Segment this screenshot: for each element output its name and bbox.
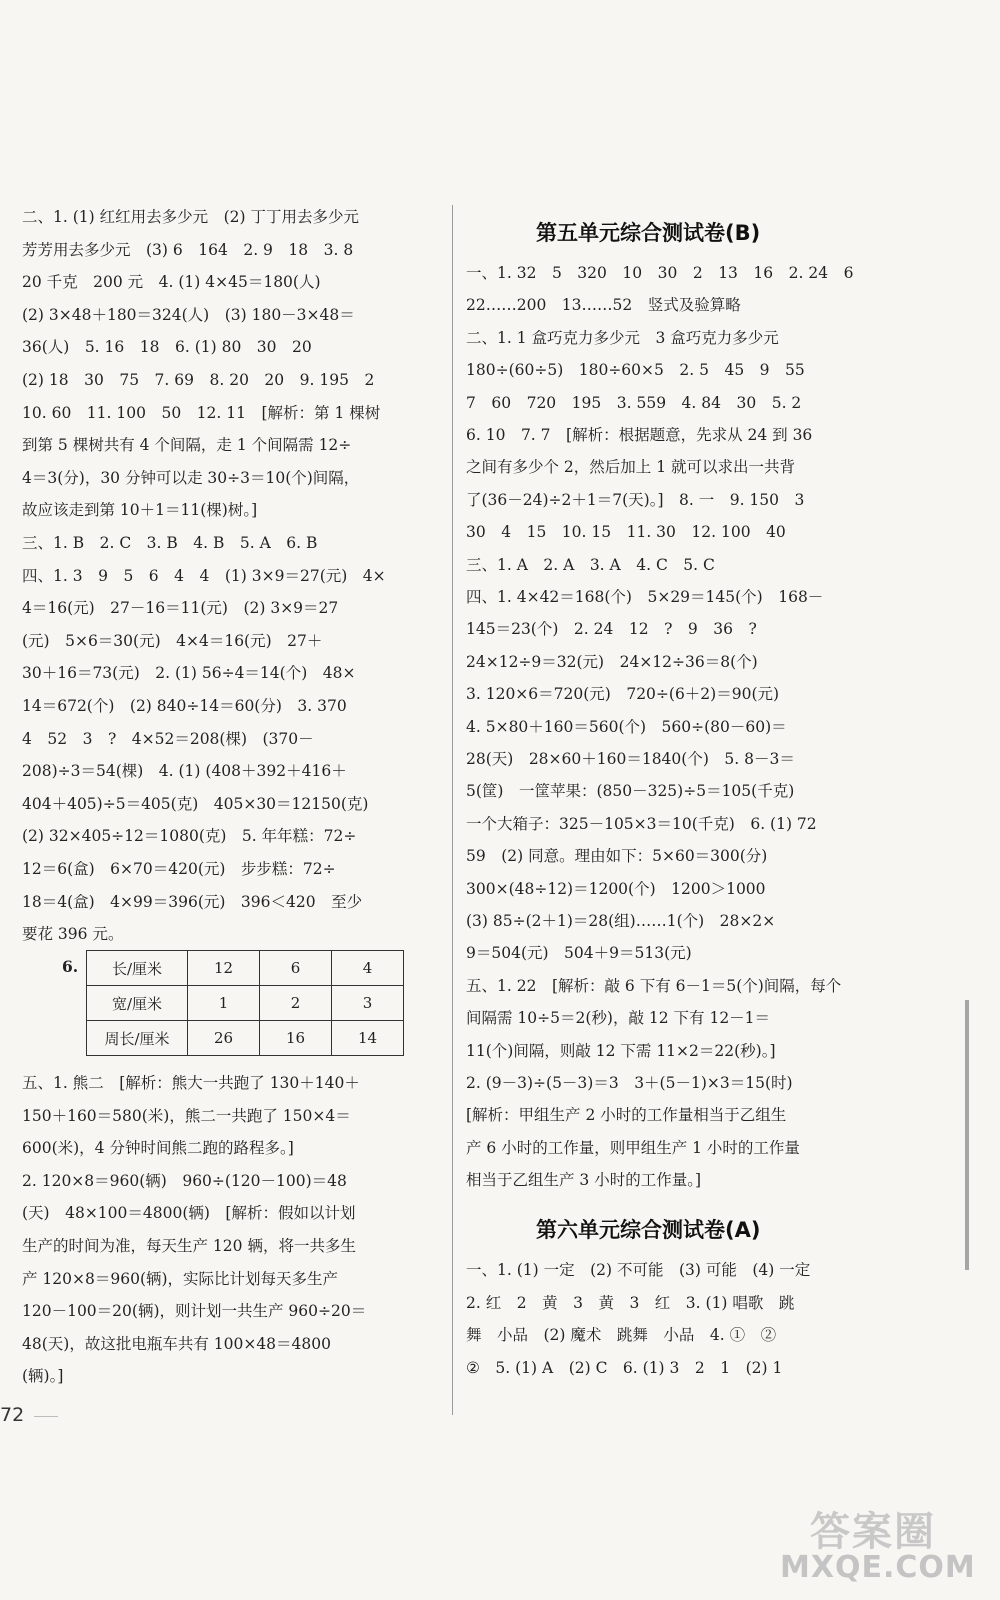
answer-line: 5(筐) 一筐苹果：(850－325)÷5＝105(千克) <box>466 782 795 801</box>
answer-line: 故应该走到第 10＋1＝11(棵)树。] <box>22 501 258 520</box>
answer-line: 四、1. 3 9 5 6 4 4 (1) 3×9＝27(元) 4× <box>22 566 386 585</box>
watermark-logo-text: 答案圈 <box>810 1509 936 1555</box>
answer-line: 4. 5×80＋160＝560(个) 560÷(80－60)＝ <box>466 717 787 736</box>
answer-line: 三、1. A 2. A 3. A 4. C 5. C <box>466 555 715 574</box>
answer-line: 五、1. 22 [解析：敲 6 下有 6－1＝5(个)间隔，每个 <box>466 976 842 995</box>
answer-line: 2. (9－3)÷(5－3)＝3 3＋(5－1)×3＝15(时) <box>466 1074 793 1092</box>
table-cell: 4 <box>332 951 404 986</box>
answer-line: 产 120×8＝960(辆)，实际比计划每天多生产 <box>22 1269 339 1288</box>
answer-line: 208)÷3＝54(棵) 4. (1) (408＋392＋416＋ <box>22 762 347 781</box>
table-row <box>87 986 404 1021</box>
answer-line: 相当于乙组生产 3 小时的工作量。] <box>466 1171 702 1190</box>
table-cell: 16 <box>260 1021 332 1056</box>
answer-line: 10. 60 11. 100 50 12. 11 [解析：第 1 棵树 <box>22 403 381 422</box>
table-row-header: 周长/厘米 <box>87 1021 188 1056</box>
answer-line: 一个大箱子：325－105×3＝10(千克) 6. (1) 72 <box>466 814 817 833</box>
answer-line: 48(天)，故这批电瓶车共有 100×48＝4800 <box>22 1334 331 1353</box>
answer-line: 7 60 720 195 3. 559 4. 84 30 5. 2 <box>466 393 802 412</box>
site-watermark <box>780 1500 980 1590</box>
answer-line: (2) 32×405÷12＝1080(克) 5. 年年糕：72÷ <box>22 827 357 846</box>
answer-line: 四、1. 4×42＝168(个) 5×29＝145(个) 168－ <box>466 588 824 606</box>
table-cell: 6 <box>260 951 332 986</box>
answer-line: 11(个)间隔，则敲 12 下需 11×2＝22(秒)。] <box>466 1041 776 1060</box>
table-cell: 14 <box>332 1021 404 1056</box>
table-cell: 1 <box>188 986 260 1021</box>
answer-line: 6. 10 7. 7 [解析：根据题意，先求从 24 到 36 <box>466 426 813 444</box>
answer-line: 14＝672(个) (2) 840÷14＝60(分) 3. 370 <box>22 697 347 715</box>
answer-line: 五、1. 熊二 [解析：熊大一共跑了 130＋140＋ <box>22 1074 360 1092</box>
answer-line: [解析：甲组生产 2 小时的工作量相当于乙组生 <box>466 1106 787 1125</box>
answer-line: 12＝6(盒) 6×70＝420(元) 步步糕：72÷ <box>22 860 336 878</box>
table-row <box>87 1021 404 1056</box>
answer-line: 600(米)，4 分钟时间熊二跑的路程多。] <box>22 1139 294 1158</box>
table-row-header: 宽/厘米 <box>87 986 188 1021</box>
answer-line: 一、1. 32 5 320 10 30 2 13 16 2. 24 6 <box>466 264 854 282</box>
answer-line: 到第 5 棵树共有 4 个间隔，走 1 个间隔需 12÷ <box>22 436 352 455</box>
answer-line: 22……200 13……52 竖式及验算略 <box>466 296 741 315</box>
answer-line: 36(人) 5. 16 18 6. (1) 80 30 20 <box>22 338 312 357</box>
answer-line: 2. 120×8＝960(辆) 960÷(120－100)＝48 <box>22 1171 347 1190</box>
answer-line: 4＝3(分)，30 分钟可以走 30÷3＝10(个)间隔， <box>22 468 360 487</box>
table-row <box>87 951 404 986</box>
answer-line: 300×(48÷12)＝1200(个) 1200＞1000 <box>466 879 766 898</box>
answer-line: 2. 红 2 黄 3 黄 3 红 3. (1) 唱歌 跳 <box>466 1293 795 1312</box>
answer-line: 要花 396 元。 <box>22 925 124 944</box>
column-divider <box>452 205 453 1415</box>
answer-line: 舞 小品 (2) 魔术 跳舞 小品 4. ① ② <box>466 1326 777 1345</box>
answer-line: (天) 48×100＝4800(辆) [解析：假如以计划 <box>22 1204 356 1223</box>
answer-line: 产 6 小时的工作量，则甲组生产 1 小时的工作量 <box>466 1138 800 1157</box>
table-label: 6. <box>62 957 79 976</box>
table-cell: 2 <box>260 986 332 1021</box>
answer-line: 之间有多少个 2，然后加上 1 就可以求出一共背 <box>466 458 796 477</box>
answer-line: (2) 18 30 75 7. 69 8. 20 20 9. 195 2 <box>22 371 375 389</box>
answer-line: 59 (2) 同意。理由如下：5×60＝300(分) <box>466 847 768 866</box>
answer-line: 145＝23(个) 2. 24 12 ? 9 36 ? <box>466 620 757 639</box>
answer-line: 3. 120×6＝720(元) 720÷(6＋2)＝90(元) <box>466 685 780 704</box>
answer-line: 24×12÷9＝32(元) 24×12÷36＝8(个) <box>466 652 758 671</box>
answer-line: 芳芳用去多少元 (3) 6 164 2. 9 18 3. 8 <box>22 240 354 259</box>
answer-line: 30 4 15 10. 15 11. 30 12. 100 40 <box>466 523 786 542</box>
answer-line: (2) 3×48＋180＝324(人) (3) 180－3×48＝ <box>22 305 355 324</box>
table-cell: 26 <box>188 1021 260 1056</box>
answer-line: 二、1. (1) 红红用去多少元 (2) 丁丁用去多少元 <box>22 208 359 226</box>
answer-line: 180÷(60÷5) 180÷60×5 2. 5 45 9 55 <box>466 361 805 380</box>
answer-line: (辆)。] <box>22 1367 64 1386</box>
answer-line: 间隔需 10÷5＝2(秒)，敲 12 下有 12－1＝ <box>466 1009 771 1028</box>
answer-line: 150＋160＝580(米)，熊二一共跑了 150×4＝ <box>22 1106 351 1125</box>
answer-line: (3) 85÷(2＋1)＝28(组)……1(个) 28×2× <box>466 912 776 930</box>
answer-line: 一、1. (1) 一定 (2) 不可能 (3) 可能 (4) 一定 <box>466 1261 811 1279</box>
answer-line: 20 千克 200 元 4. (1) 4×45＝180(人) <box>22 273 321 292</box>
answer-line: 18＝4(盒) 4×99＝396(元) 396＜420 至少 <box>22 892 363 911</box>
table-cell: 12 <box>188 951 260 986</box>
table-cell: 3 <box>332 986 404 1021</box>
answer-line: 了(36－24)÷2＋1＝7(天)。] 8. 一 9. 150 3 <box>466 490 805 509</box>
answer-line: 三、1. B 2. C 3. B 4. B 5. A 6. B <box>22 534 318 552</box>
answer-line: 4 52 3 ? 4×52＝208(棵) (370－ <box>22 729 314 748</box>
page-edge-shadow <box>965 1000 969 1270</box>
heading-unit5-b: 第五单元综合测试卷(B) <box>536 221 761 245</box>
answer-line: 生产的时间为准，每天生产 120 辆，将一共多生 <box>22 1237 356 1255</box>
answer-line: 30＋16＝73(元) 2. (1) 56÷4＝14(个) 48× <box>22 664 356 683</box>
perimeter-table <box>86 950 404 1056</box>
answer-line: 404＋405)÷5＝405(克) 405×30＝12150(克) <box>22 794 369 813</box>
page-number: 72 <box>0 1404 25 1426</box>
answer-line: 28(天) 28×60＋160＝1840(个) 5. 8－3＝ <box>466 750 795 768</box>
table-row-header: 长/厘米 <box>87 951 188 986</box>
page-number-rule <box>34 1416 58 1417</box>
answer-line: ② 5. (1) A (2) C 6. (1) 3 2 1 (2) 1 <box>466 1358 783 1377</box>
answer-line: (元) 5×6＝30(元) 4×4＝16(元) 27＋ <box>22 631 323 650</box>
heading-unit6-a: 第六单元综合测试卷(A) <box>536 1218 761 1242</box>
answer-line: 4＝16(元) 27－16＝11(元) (2) 3×9＝27 <box>22 599 339 618</box>
answer-line: 二、1. 1 盒巧克力多少元 3 盒巧克力多少元 <box>466 328 779 347</box>
answer-line: 9＝504(元) 504＋9＝513(元) <box>466 944 692 963</box>
watermark-url-text: MXQE.COM <box>780 1550 976 1585</box>
answer-line: 120－100＝20(辆)，则计划一共生产 960÷20＝ <box>22 1302 367 1321</box>
